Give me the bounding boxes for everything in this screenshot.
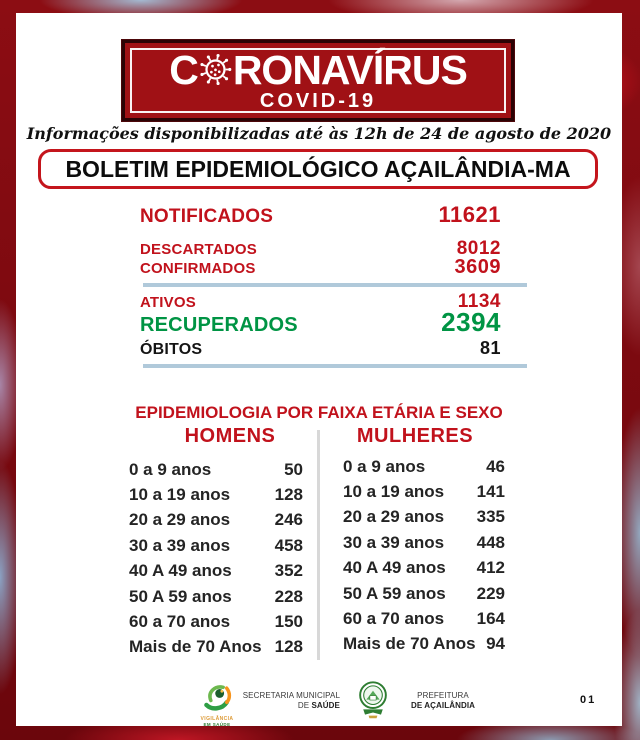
stat-value-ativos: 1134 — [457, 291, 501, 312]
age-value: 150 — [274, 612, 303, 632]
age-label: 10 a 19 anos — [129, 485, 231, 505]
men-column-header: HOMENS — [184, 425, 276, 447]
prefeitura-line2: DE AÇAILÂNDIA — [410, 701, 476, 710]
age-value: 141 — [476, 482, 505, 502]
table-row — [343, 581, 505, 606]
age-value: 229 — [476, 583, 505, 603]
table-row — [129, 533, 303, 558]
table-row — [129, 609, 303, 634]
age-value: 352 — [274, 561, 303, 581]
secretaria-line2-bold: SAÚDE — [311, 701, 340, 710]
prefeitura-label — [394, 691, 492, 711]
virus-icon — [199, 51, 232, 84]
men-age-table — [129, 457, 303, 660]
age-value: 94 — [486, 634, 505, 654]
epidemiology-section-title: EPIDEMIOLOGIA POR FAIXA ETÁRIA E SEXO — [135, 403, 503, 422]
table-row — [343, 479, 505, 504]
stat-row-confirmados — [140, 256, 501, 279]
table-row — [343, 556, 505, 581]
table-row — [129, 635, 303, 660]
age-value: 335 — [476, 507, 505, 527]
age-label: 40 A 49 anos — [129, 561, 232, 581]
table-row — [343, 530, 505, 555]
age-label: 10 a 19 anos — [343, 482, 445, 502]
table-row — [129, 584, 303, 609]
age-label: 50 A 59 anos — [129, 586, 232, 606]
bulletin-title: BOLETIM EPIDEMIOLÓGICO AÇAILÂNDIA-MA — [38, 149, 598, 189]
vigilancia-logo-line1: VIGILÂNCIA — [200, 716, 234, 722]
banner-title — [125, 49, 511, 91]
age-value: 128 — [274, 637, 303, 657]
table-row — [343, 632, 505, 657]
stat-label-recuperados: RECUPERADOS — [140, 314, 298, 336]
women-age-table — [343, 454, 505, 657]
table-row — [129, 457, 303, 482]
stat-value-obitos: 81 — [479, 338, 501, 358]
age-label: 20 a 29 anos — [129, 510, 231, 530]
vigilancia-em-saude-logo — [193, 682, 241, 727]
age-label: 0 a 9 anos — [343, 456, 426, 476]
age-value: 50 — [284, 459, 303, 479]
table-row — [343, 505, 505, 530]
age-value: 448 — [476, 532, 505, 552]
vigilancia-logo-line2: EM SAÚDE — [203, 722, 231, 727]
info-line: Informações disponibilizadas até às 12h de 24 de agosto de 2020 — [26, 124, 612, 143]
banner-title-suffix: RONAVÍRUS — [232, 47, 467, 93]
table-row — [129, 559, 303, 584]
women-column-header: MULHERES — [356, 425, 474, 447]
table-row — [129, 482, 303, 507]
age-label: 30 a 39 anos — [129, 535, 231, 555]
age-value: 228 — [274, 586, 303, 606]
prefeitura-line1: PREFEITURA — [417, 691, 469, 700]
age-value: 46 — [486, 456, 505, 476]
stat-row-notificados — [140, 202, 501, 228]
column-divider — [317, 430, 320, 660]
age-label: 0 a 9 anos — [129, 459, 212, 479]
secretaria-saude-label — [238, 691, 340, 711]
stat-label-descartados: DESCARTADOS — [140, 241, 257, 258]
stat-label-ativos: ATIVOS — [140, 294, 196, 311]
divider-line-top — [143, 283, 527, 287]
age-label: 50 A 59 anos — [343, 583, 446, 603]
stat-value-descartados: 8012 — [456, 238, 501, 259]
stat-value-notificados: 11621 — [438, 202, 501, 227]
secretaria-line2-prefix: DE — [297, 701, 310, 710]
coronavirus-banner — [122, 40, 514, 121]
banner-title-prefix: C — [169, 47, 198, 93]
secretaria-line2 — [238, 701, 340, 711]
stat-value-confirmados: 3609 — [454, 256, 501, 278]
table-row — [343, 606, 505, 631]
prefeitura-crest-icon — [357, 681, 389, 725]
page-number: 01 — [580, 694, 597, 706]
age-label: 20 a 29 anos — [343, 507, 445, 527]
divider-line-bottom — [143, 364, 527, 368]
stat-label-notificados: NOTIFICADOS — [140, 206, 274, 227]
age-value: 164 — [476, 609, 505, 629]
banner-subtitle: COVID-19 — [259, 90, 377, 112]
stat-row-recuperados — [140, 307, 501, 338]
table-row — [129, 508, 303, 533]
table-row — [343, 454, 505, 479]
age-value: 246 — [274, 510, 303, 530]
age-label: 30 a 39 anos — [343, 532, 445, 552]
secretaria-line1: SECRETARIA MUNICIPAL — [242, 691, 340, 700]
stat-label-confirmados: CONFIRMADOS — [140, 260, 256, 277]
vigilancia-logo-icon — [198, 699, 236, 716]
stat-value-recuperados: 2394 — [441, 307, 501, 337]
stat-label-obitos: ÓBITOS — [140, 341, 203, 358]
age-value: 458 — [274, 535, 303, 555]
age-value: 128 — [274, 485, 303, 505]
age-label: Mais de 70 Anos — [343, 634, 476, 654]
age-value: 412 — [476, 558, 505, 578]
age-label: Mais de 70 Anos — [129, 637, 262, 657]
age-label: 40 A 49 anos — [343, 558, 446, 578]
age-label: 60 a 70 anos — [343, 609, 445, 629]
age-label: 60 a 70 anos — [129, 612, 231, 632]
stat-row-obitos — [140, 338, 501, 359]
